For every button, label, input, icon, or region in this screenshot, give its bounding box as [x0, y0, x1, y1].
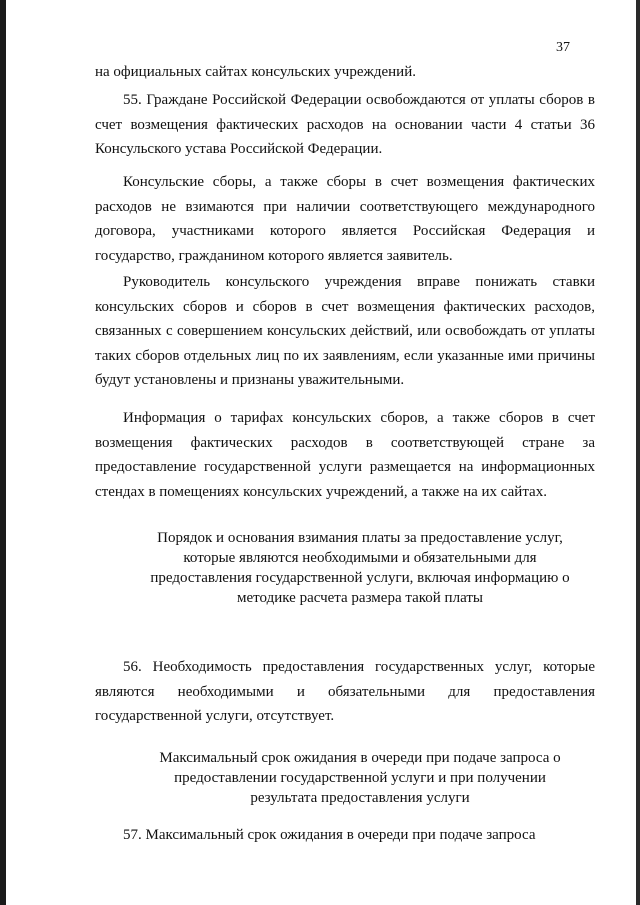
paragraph-56: 56. Необходимость предоставления государственных услуг, которые являются необходимыми и обязательными для предоставления государственной услуги, отсутствует.: [95, 659, 595, 724]
paragraph-55-head-discretion: Руководитель консульского учреждения вправе понижать ставки консульских сборов и сборов в счет возмещения фактических расходов, связанных с совершением консульских действий, или освобождать от уплаты таких сборов отдельных лиц по их заявлениям, если указанные ими причины будут установлены и признаны уважительными.: [95, 274, 595, 388]
section-heading-fees: Порядок и основания взимания платы за предоставление услуг, которые являются необходимыми и обязательными для предоставления государственной услуги, включая информацию о методике расчета размера такой платы: [150, 530, 570, 606]
paragraph-55-fees-exemption: Консульские сборы, а также сборы в счет возмещения фактических расходов не взимаются при наличии соответствующего международного договора, участниками которого является Российская Федерация и государство, гражданином которого является заявитель.: [95, 174, 595, 264]
paragraph-55: 55. Граждане Российской Федерации освобождаются от уплаты сборов в счет возмещения фактических расходов на основании части 4 статьи 36 Консульского устава Российской Федерации.: [95, 92, 595, 157]
paragraph-continuation: на официальных сайтах консульских учреждений.: [95, 64, 416, 80]
scan-edge-left: [0, 0, 6, 905]
paragraph-55-tariff-info: Информация о тарифах консульских сборов, а также сборов в счет возмещения фактических расходов в соответствующей стране за предоставление государственной услуги размещается на информационных стендах в помещениях консульских учреждений, а также на их сайтах.: [95, 410, 595, 500]
page-number: 37: [556, 40, 570, 55]
scan-edge-right: [636, 0, 640, 905]
paragraph-57: 57. Максимальный срок ожидания в очереди при подаче запроса: [123, 827, 536, 843]
section-heading-waiting-time: Максимальный срок ожидания в очереди при подаче запроса о предоставлении государственной услуги и при получении результата предоставления услуги: [159, 750, 561, 806]
